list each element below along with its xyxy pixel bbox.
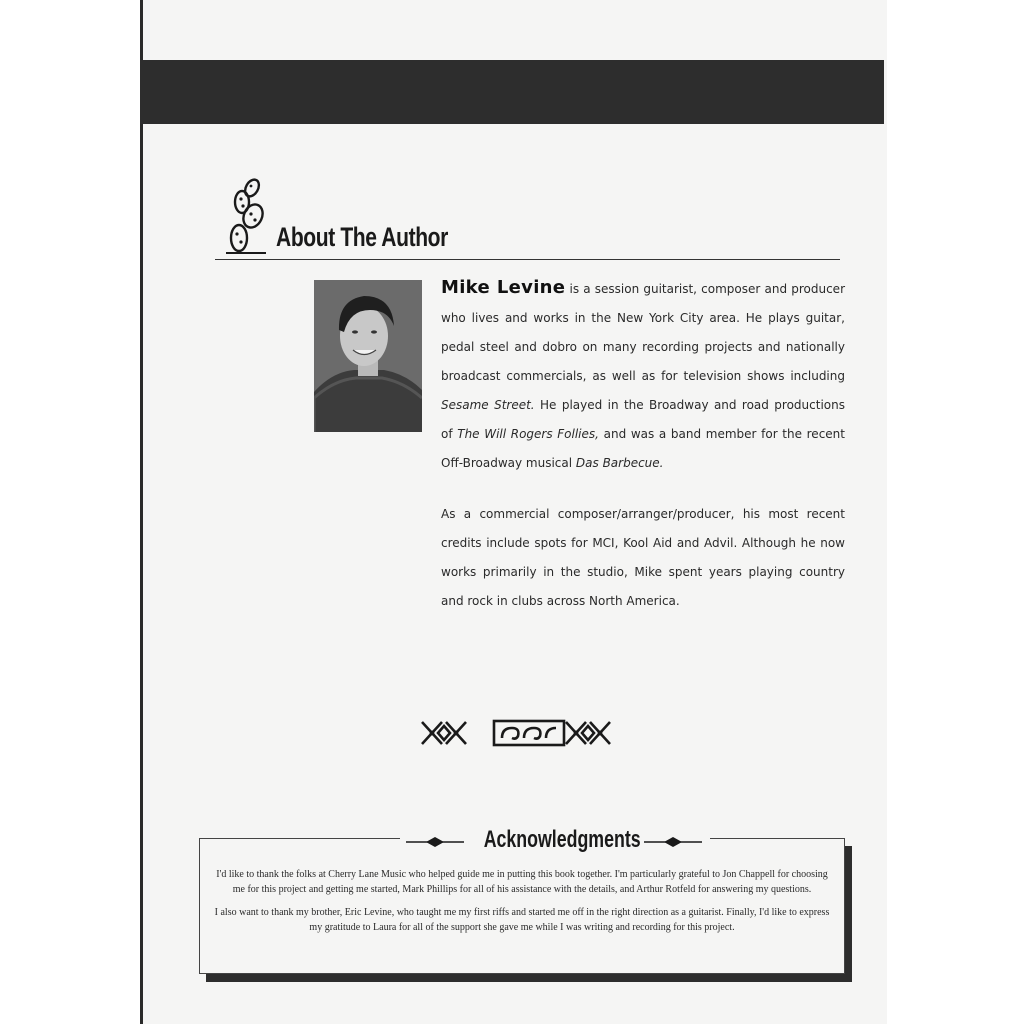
acknowledgments-paragraph-2: I also want to thank my brother, Eric Levine, who taught me my first riffs and started me off in the right direction as a guitarist. Finally, I'd like to express my gratitude to Laura for all of the support she gave me while I was writing and recording for this project. xyxy=(214,907,830,933)
author-name: Mike Levine xyxy=(441,277,566,298)
acknowledgments-paragraph-1: I'd like to thank the folks at Cherry Lane Music who helped guide me in putting this book together. I'm particularly grateful to Jon Chappell for choosing me for this project and getting me started, Mark Phillips for all of his assistance with the details, and Arthur Rotfeld for answering my questions. xyxy=(216,869,828,895)
left-flourish-icon xyxy=(406,836,464,848)
author-photo xyxy=(314,280,422,432)
bio-show-title: Sesame Street. xyxy=(441,398,535,412)
bio-text: and was a band member for the recent Off-Broadway musical xyxy=(441,427,845,470)
bio-paragraph-1 xyxy=(441,273,845,478)
bio-show-title: The Will Rogers Follies, xyxy=(457,427,599,441)
acknowledgments-title: Acknowledgments xyxy=(483,826,641,853)
author-bio xyxy=(441,273,845,638)
section-title: About The Author xyxy=(276,222,448,252)
bio-text: He played in the Broadway and road productions of xyxy=(441,398,845,441)
cactus-icon xyxy=(222,174,272,256)
bio-paragraph-2: As a commercial composer/arranger/producer, his most recent credits include spots for MCI, Kool Aid and Advil. Although he now works primarily in the studio, Mike spent years playing country and rock in clubs across North America. xyxy=(441,507,845,608)
bio-text: is a session guitarist, composer and producer who lives and works in the New York City area. He plays guitar, pedal steel and dobro on many recording projects and nationally broadcast commercials, as well as for television shows including xyxy=(441,282,845,383)
decorative-ornament xyxy=(418,716,638,750)
bio-show-title: Das Barbecue. xyxy=(575,456,664,470)
header-bar xyxy=(140,60,884,124)
heading-rule xyxy=(215,259,840,260)
acknowledgments-body xyxy=(210,868,834,944)
right-flourish-icon xyxy=(644,836,702,848)
